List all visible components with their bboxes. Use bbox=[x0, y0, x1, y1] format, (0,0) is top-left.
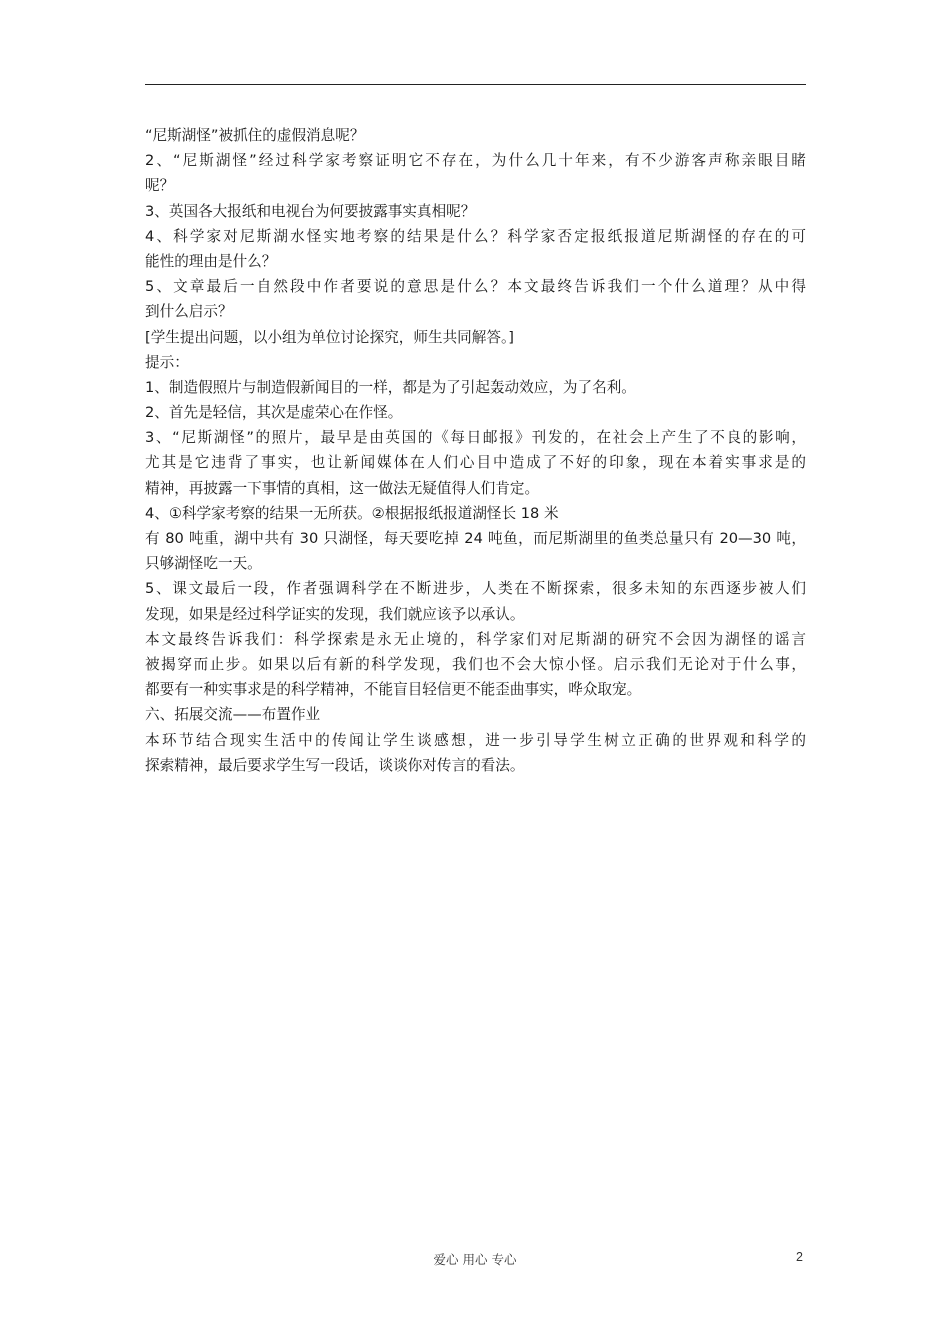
text-line: 有 80 吨重，湖中共有 30 只湖怪，每天要吃掉 24 吨鱼，而尼斯湖里的鱼类总量只有 20—30 吨， bbox=[145, 530, 806, 547]
text-line: 4、①科学家考察的结果一无所获。②根据报纸报道湖怪长 18 米 bbox=[145, 504, 559, 522]
text-line: 本文最终告诉我们：科学探索是永无止境的，科学家们对尼斯湖的研究不会因为湖怪的谣言 bbox=[145, 630, 806, 648]
document-body bbox=[145, 123, 810, 778]
text-line: 1、制造假照片与制造假新闻目的一样，都是为了引起轰动效应，为了名利。 bbox=[145, 378, 636, 396]
text-line: 发现，如果是经过科学证实的发现，我们就应该予以承认。 bbox=[145, 605, 525, 623]
header-rule bbox=[145, 84, 806, 85]
text-line: “尼斯湖怪”被抓住的虚假消息呢？ bbox=[145, 127, 365, 144]
text-line: 被揭穿而止步。如果以后有新的科学发现，我们也不会大惊小怪。启示我们无论对于什么事， bbox=[145, 655, 806, 673]
text-line: 3、“尼斯湖怪”的照片，最早是由英国的《每日邮报》刊发的，在社会上产生了不良的影响， bbox=[145, 429, 806, 447]
text-line: 本环节结合现实生活中的传闻让学生谈感想，进一步引导学生树立正确的世界观和科学的 bbox=[145, 731, 806, 749]
text-line: 只够湖怪吃一天。 bbox=[145, 555, 262, 573]
text-line: 2、“尼斯湖怪”经过科学家考察证明它不存在，为什么几十年来，有不少游客声称亲眼目睹 bbox=[145, 152, 806, 170]
page-number: 2 bbox=[796, 1250, 803, 1264]
footer-motto: 爱心 用心 专心 bbox=[433, 1252, 517, 1267]
text-line: 2、首先是轻信，其次是虚荣心在作怪。 bbox=[145, 404, 403, 422]
text-line: 3、英国各大报纸和电视台为何要披露事实真相呢？ bbox=[145, 202, 476, 220]
text-line: 4、科学家对尼斯湖水怪实地考察的结果是什么？科学家否定报纸报道尼斯湖怪的存在的可 bbox=[145, 227, 806, 245]
text-line: 精神，再披露一下事情的真相，这一做法无疑值得人们肯定。 bbox=[145, 479, 540, 497]
text-line: 到什么启示？ bbox=[145, 303, 233, 321]
text-line: 尤其是它违背了事实，也让新闻媒体在人们心目中造成了不好的印象，现在本着实事求是的 bbox=[145, 454, 806, 472]
text-line: 探索精神，最后要求学生写一段话，谈谈你对传言的看法。 bbox=[145, 756, 525, 774]
text-line: 5、课文最后一段，作者强调科学在不断进步，人类在不断探索，很多未知的东西逐步被人们 bbox=[145, 580, 806, 598]
text-line: 能性的理由是什么？ bbox=[145, 252, 277, 270]
text-line: [学生提出问题，以小组为单位讨论探究，师生共同解答。] bbox=[145, 328, 514, 346]
text-line: 都要有一种实事求是的科学精神，不能盲目轻信更不能歪曲事实，哗众取宠。 bbox=[145, 681, 642, 699]
text-line: 5、文章最后一自然段中作者要说的意思是什么？本文最终告诉我们一个什么道理？从中得 bbox=[145, 278, 806, 296]
text-line: 呢？ bbox=[145, 177, 175, 195]
section-heading: 六、拓展交流——布置作业 bbox=[145, 706, 321, 724]
text-line: 提示： bbox=[145, 353, 189, 371]
